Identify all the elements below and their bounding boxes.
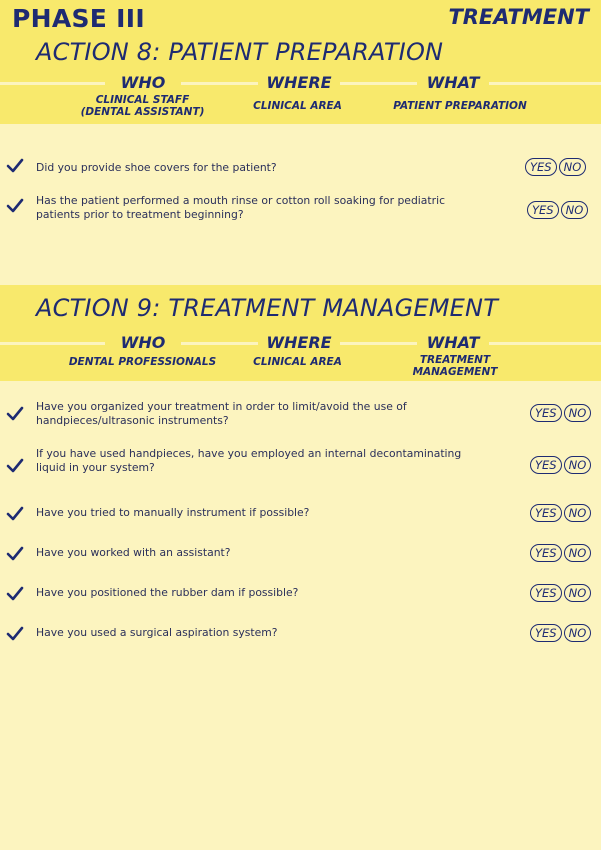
no-button[interactable]: NO (564, 404, 592, 422)
checkmark-icon (6, 586, 24, 602)
action8-where-sub: CLINICAL AREA (253, 100, 342, 112)
action9-who-sub: DENTAL PROFESSIONALS (68, 356, 217, 368)
no-button[interactable]: NO (564, 624, 592, 642)
action8-who-sub (70, 94, 215, 118)
question-text: Did you provide shoe covers for the patient? (36, 161, 277, 174)
no-button[interactable]: NO (564, 456, 592, 474)
phase-label: PHASE III (12, 4, 145, 33)
question-text: Have you worked with an assistant? (36, 546, 231, 559)
yes-button[interactable]: YES (527, 201, 559, 219)
question-text: Have you tried to manually instrument if possible? (36, 506, 310, 519)
checkmark-icon (6, 158, 24, 174)
checkmark-icon (6, 198, 24, 214)
checkmark-icon (6, 626, 24, 642)
no-button[interactable]: NO (559, 158, 587, 176)
question-text: Has the patient performed a mouth rinse or cotton roll soaking for pediatric patients prior to treatment beginning? (36, 194, 446, 221)
action8-what-sub: PATIENT PREPARATION (393, 100, 527, 112)
question-text: Have you used a surgical aspiration system? (36, 626, 278, 639)
checkmark-icon (6, 506, 24, 522)
checkmark-icon (6, 458, 24, 474)
yes-no-group (525, 158, 586, 176)
action8-title: ACTION 8: PATIENT PREPARATION (36, 38, 444, 66)
action9-where-head: WHERE (258, 333, 340, 352)
yes-no-group (530, 584, 591, 602)
action9-title: ACTION 9: TREATMENT MANAGEMENT (36, 294, 499, 322)
yes-button[interactable]: YES (530, 584, 562, 602)
question-text: If you have used handpieces, have you employed an internal decontaminating liquid in your system? (36, 447, 462, 474)
yes-button[interactable]: YES (530, 404, 562, 422)
yes-button[interactable]: YES (530, 504, 562, 522)
action9-who-head: WHO (105, 333, 181, 352)
yes-button[interactable]: YES (530, 544, 562, 562)
action9-what-head: WHAT (417, 333, 489, 352)
action9-what-sub-line2: MANAGEMENT (412, 366, 498, 378)
action8-what-head: WHAT (417, 73, 489, 92)
action8-who-head: WHO (105, 73, 181, 92)
checkmark-icon (6, 406, 24, 422)
yes-button[interactable]: YES (530, 624, 562, 642)
action9-what-sub (395, 354, 515, 378)
question-text: Have you positioned the rubber dam if possible? (36, 586, 299, 599)
action9-what-sub-line1: TREATMENT (419, 354, 491, 366)
no-button[interactable]: NO (564, 504, 592, 522)
checkmark-icon (6, 546, 24, 562)
yes-no-group (530, 404, 591, 422)
question-text: Have you organized your treatment in order to limit/avoid the use of handpieces/ultrasonic instruments? (36, 400, 407, 427)
yes-no-group (530, 504, 591, 522)
action8-who-sub-line1: CLINICAL STAFF (95, 94, 190, 106)
yes-no-group (530, 544, 591, 562)
yes-no-group (530, 456, 591, 474)
yes-button[interactable]: YES (525, 158, 557, 176)
no-button[interactable]: NO (564, 544, 592, 562)
yes-no-group (527, 201, 588, 219)
yes-no-group (530, 624, 591, 642)
no-button[interactable]: NO (561, 201, 589, 219)
action8-who-sub-line2: (DENTAL ASSISTANT) (80, 106, 205, 118)
action9-where-sub: CLINICAL AREA (253, 356, 342, 368)
no-button[interactable]: NO (564, 584, 592, 602)
yes-button[interactable]: YES (530, 456, 562, 474)
phase-section-label: TREATMENT (448, 5, 589, 29)
action8-where-head: WHERE (258, 73, 340, 92)
